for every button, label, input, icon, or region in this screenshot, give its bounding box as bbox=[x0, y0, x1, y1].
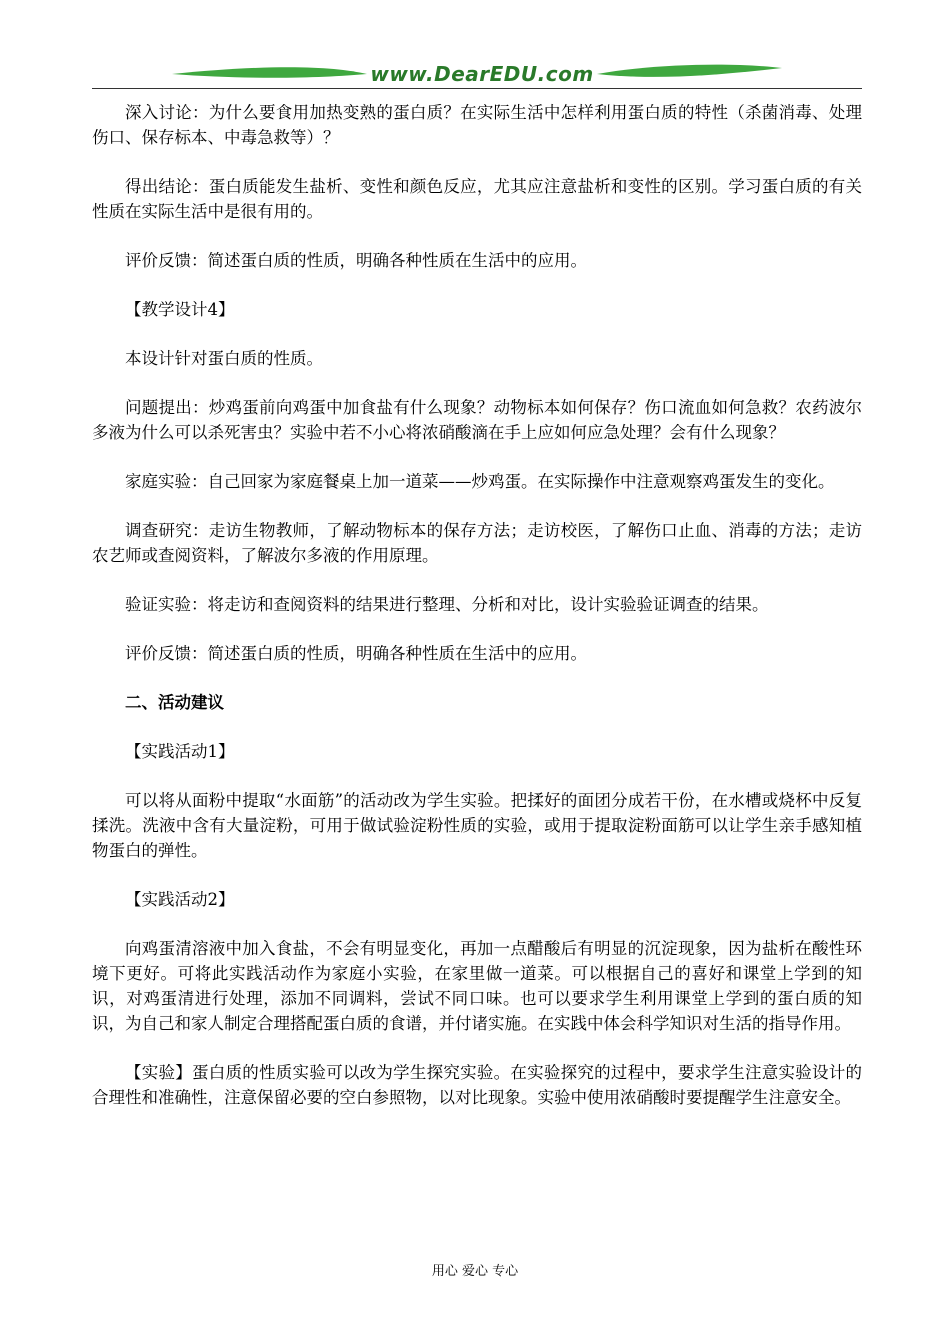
paragraph: 评价反馈：简述蛋白质的性质，明确各种性质在生活中的应用。 bbox=[125, 644, 587, 663]
paragraph: 评价反馈：简述蛋白质的性质，明确各种性质在生活中的应用。 bbox=[125, 251, 587, 270]
paragraph: 向鸡蛋清溶液中加入食盐，不会有明显变化，再加一点醋酸后有明显的沉淀现象，因为盐析在酸性环境下更好。可将此实践活动作为家庭小实验，在家里做一道菜。可以根据自己的喜好和课堂上学到的知识，对鸡蛋清进行处理，添加不同调料，尝试不同口味。也可以要求学生利用课堂上学到的蛋白质的知识，为自己和家人制定合理搭配蛋白质的食谱，并付诸实施。在实践中体会科学知识对生活的指导作用。 bbox=[92, 939, 862, 1033]
section-heading: 【实践活动2】 bbox=[125, 890, 235, 909]
paragraph: 深入讨论：为什么要食用加热变熟的蛋白质？在实际生活中怎样利用蛋白质的特性（杀菌消毒、处理伤口、保存标本、中毒急救等）？ bbox=[92, 103, 862, 147]
section-title: 二、活动建议 bbox=[125, 693, 224, 712]
paragraph: 验证实验：将走访和查阅资料的结果进行整理、分析和对比，设计实验验证调查的结果。 bbox=[125, 595, 769, 614]
paragraph: 家庭实验：自己回家为家庭餐桌上加一道菜——炒鸡蛋。在实际操作中注意观察鸡蛋发生的变化。 bbox=[125, 472, 835, 491]
header-divider bbox=[92, 88, 862, 89]
paragraph: 可以将从面粉中提取“水面筋”的活动改为学生实验。把揉好的面团分成若干份，在水槽或烧杯中反复揉洗。洗液中含有大量淀粉，可用于做试验淀粉性质的实验，或用于提取淀粉面筋可以让学生亲手感知植物蛋白的弹性。 bbox=[92, 791, 862, 860]
paragraph: 本设计针对蛋白质的性质。 bbox=[125, 349, 323, 368]
page-header bbox=[92, 56, 862, 96]
paragraph: 得出结论：蛋白质能发生盐析、变性和颜色反应，尤其应注意盐析和变性的区别。学习蛋白质的有关性质在实际生活中是很有用的。 bbox=[92, 177, 862, 221]
paragraph: 调查研究：走访生物教师，了解动物标本的保存方法；走访校医，了解伤口止血、消毒的方法；走访农艺师或查阅资料，了解波尔多液的作用原理。 bbox=[92, 521, 862, 565]
paragraph: 【实验】蛋白质的性质实验可以改为学生探究实验。在实验探究的过程中，要求学生注意实验设计的合理性和准确性，注意保留必要的空白参照物，以对比现象。实验中使用浓硝酸时要提醒学生注意安全。 bbox=[92, 1063, 862, 1107]
paragraph: 问题提出：炒鸡蛋前向鸡蛋中加食盐有什么现象？动物标本如何保存？伤口流血如何急救？农药波尔多液为什么可以杀死害虫？实验中若不小心将浓硝酸滴在手上应如何应急处理？会有什么现象？ bbox=[92, 398, 862, 442]
page-footer: 用心 爱心 专心 bbox=[431, 1264, 519, 1279]
section-heading: 【实践活动1】 bbox=[125, 742, 235, 761]
section-heading: 【教学设计4】 bbox=[125, 300, 235, 319]
document-body bbox=[92, 100, 862, 1134]
site-logo-text[interactable]: www.DearEDU.com bbox=[370, 62, 594, 86]
